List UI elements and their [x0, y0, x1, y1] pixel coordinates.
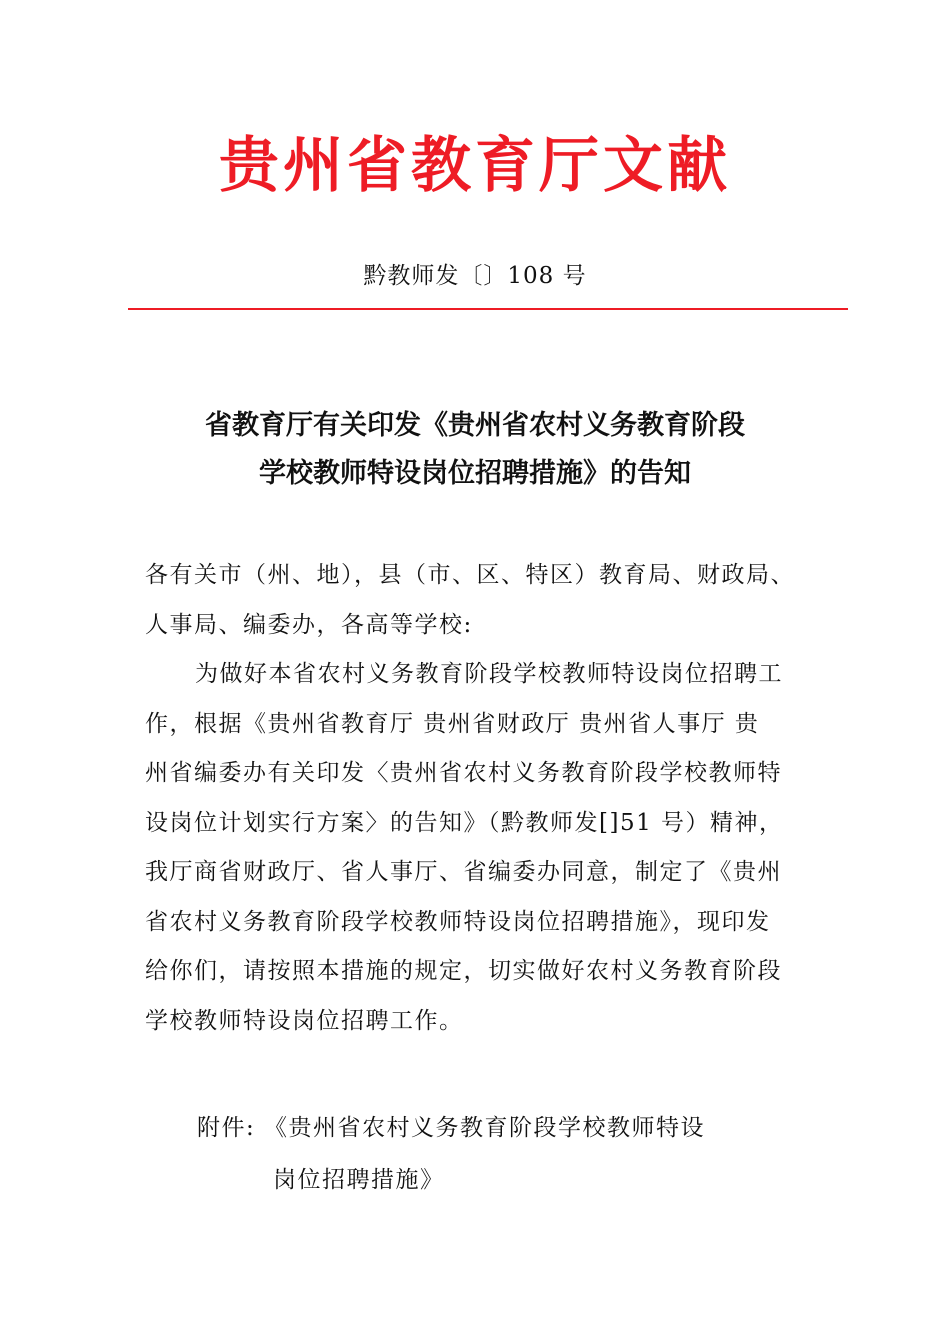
paragraph-line: 省农村义务教育阶段学校教师特设岗位招聘措施》，现印发 — [145, 908, 771, 935]
notice-body — [145, 551, 835, 1046]
paragraph-line: 为做好本省农村义务教育阶段学校教师特设岗位招聘工 — [195, 661, 783, 687]
paragraph-line: 设岗位计划实行方案〉的告知》（黔教师发[]51 号）精神， — [145, 809, 784, 836]
salutation-line: 各有关市（州、地），县（市、区、特区）教育局、财政局、 — [145, 562, 795, 588]
paragraph-line: 州省编委办有关印发〈贵州省农村义务教育阶段学校教师特 — [145, 760, 782, 786]
salutation-line: 人事局、编委办，各高等学校: — [145, 611, 473, 638]
paragraph-line: 我厅商省财政厅、省人事厅、省编委办同意，制定了《贵州 — [145, 859, 782, 885]
attachment-note — [197, 1102, 705, 1206]
document-header-title: 贵州省教育厅文献 — [219, 131, 731, 201]
attachment-line: 岗位招聘措施》 — [273, 1167, 445, 1193]
paragraph-line: 给你们，请按照本措施的规定，切实做好农村义务教育阶段 — [145, 958, 782, 984]
paragraph-line: 学校教师特设岗位招聘工作。 — [145, 1007, 464, 1034]
notice-title — [0, 402, 950, 498]
red-divider-line — [128, 308, 848, 310]
attachment-line: 附件: 《贵州省农村义务教育阶段学校教师特设 — [197, 1115, 706, 1141]
document-number: 黔教师发〔〕108 号 — [363, 263, 587, 289]
notice-title-line: 学校教师特设岗位招聘措施》的告知 — [259, 458, 691, 489]
notice-title-line: 省教育厅有关印发《贵州省农村义务教育阶段 — [205, 410, 745, 441]
paragraph-line: 作，根据《贵州省教育厅 贵州省财政厅 贵州省人事厅 贵 — [145, 710, 760, 737]
